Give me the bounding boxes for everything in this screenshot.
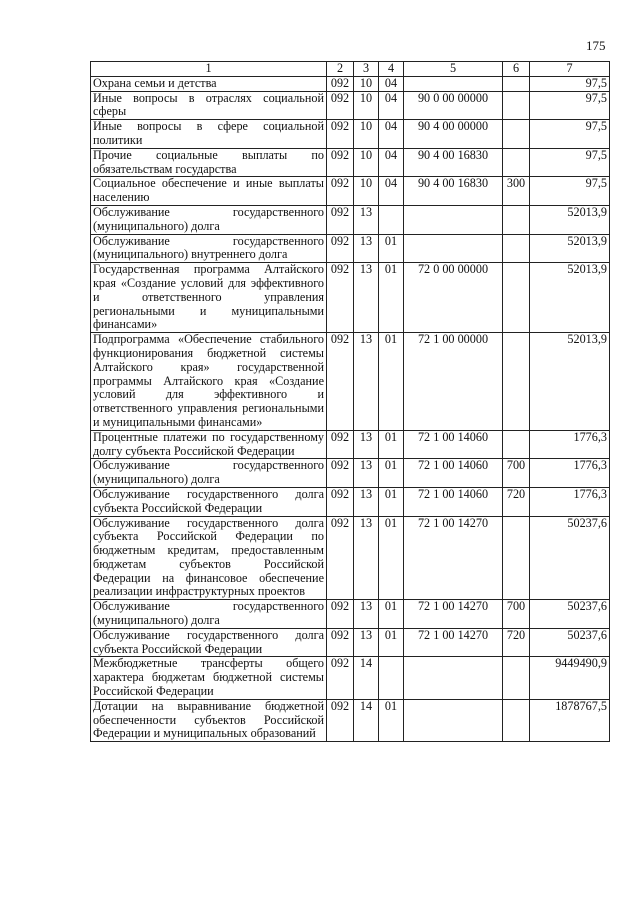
row-amount-cell: 97,5: [530, 91, 610, 120]
row-subsection-cell: 01: [379, 333, 404, 431]
row-admin-code-cell: 092: [327, 120, 354, 149]
row-expense-type-cell: [503, 657, 530, 699]
table-header-row: [91, 62, 610, 77]
row-target-article-cell: [404, 205, 503, 234]
table-row: [91, 148, 610, 177]
table-row: [91, 333, 610, 431]
row-section-cell: 13: [354, 205, 379, 234]
row-expense-type-cell: 720: [503, 628, 530, 657]
row-name-cell: Обслуживание государственного (муниципального) долга: [91, 205, 327, 234]
row-section-cell: 13: [354, 459, 379, 488]
row-section-cell: 13: [354, 628, 379, 657]
row-section-cell: 13: [354, 487, 379, 516]
row-target-article-cell: 72 0 00 00000: [404, 263, 503, 333]
column-header-3: 3: [354, 62, 379, 77]
row-expense-type-cell: [503, 120, 530, 149]
row-expense-type-cell: 300: [503, 177, 530, 206]
row-expense-type-cell: [503, 430, 530, 459]
row-amount-cell: 52013,9: [530, 333, 610, 431]
row-amount-cell: 97,5: [530, 120, 610, 149]
row-admin-code-cell: 092: [327, 234, 354, 263]
row-expense-type-cell: [503, 91, 530, 120]
row-target-article-cell: [404, 234, 503, 263]
row-admin-code-cell: 092: [327, 487, 354, 516]
row-target-article-cell: 90 4 00 16830: [404, 148, 503, 177]
row-target-article-cell: 72 1 00 14060: [404, 487, 503, 516]
row-amount-cell: 97,5: [530, 177, 610, 206]
column-header-7: 7: [530, 62, 610, 77]
row-name-cell: Межбюджетные трансферты общего характера бюджетам бюджетной системы Российской Федерации: [91, 657, 327, 699]
row-amount-cell: 97,5: [530, 148, 610, 177]
table-row: [91, 234, 610, 263]
row-expense-type-cell: [503, 205, 530, 234]
column-header-6: 6: [503, 62, 530, 77]
row-subsection-cell: 01: [379, 234, 404, 263]
row-expense-type-cell: [503, 699, 530, 741]
row-subsection-cell: 01: [379, 516, 404, 600]
page-number: 175: [586, 38, 606, 53]
row-section-cell: 10: [354, 120, 379, 149]
row-amount-cell: 1776,3: [530, 430, 610, 459]
row-admin-code-cell: 092: [327, 459, 354, 488]
row-subsection-cell: 01: [379, 699, 404, 741]
row-section-cell: 13: [354, 234, 379, 263]
row-name-cell: Процентные платежи по государственному долгу субъекта Российской Федерации: [91, 430, 327, 459]
row-section-cell: 14: [354, 657, 379, 699]
row-expense-type-cell: [503, 234, 530, 263]
table-row: [91, 516, 610, 600]
row-admin-code-cell: 092: [327, 430, 354, 459]
row-section-cell: 13: [354, 430, 379, 459]
row-subsection-cell: 04: [379, 177, 404, 206]
row-section-cell: 13: [354, 516, 379, 600]
table-row: [91, 430, 610, 459]
row-name-cell: Обслуживание государственного (муниципального) долга: [91, 600, 327, 629]
row-amount-cell: 52013,9: [530, 205, 610, 234]
table-row: [91, 487, 610, 516]
row-name-cell: Подпрограмма «Обеспечение стабильного функционирования бюджетной системы Алтайского края» государственной программы Алтайского края «Создание условий для эффективного и ответственного управления региональными и муниципальными финансами»: [91, 333, 327, 431]
column-header-1: 1: [91, 62, 327, 77]
row-name-cell: Государственная программа Алтайского края «Создание условий для эффективного и ответственного управления региональными и муниципальными финансами»: [91, 263, 327, 333]
table-row: [91, 120, 610, 149]
row-admin-code-cell: 092: [327, 76, 354, 91]
row-subsection-cell: 04: [379, 120, 404, 149]
row-target-article-cell: 72 1 00 00000: [404, 333, 503, 431]
table-body: [91, 76, 610, 741]
row-expense-type-cell: 720: [503, 487, 530, 516]
row-target-article-cell: [404, 699, 503, 741]
row-admin-code-cell: 092: [327, 148, 354, 177]
row-name-cell: Дотации на выравнивание бюджетной обеспеченности субъектов Российской Федерации и муниципальных образований: [91, 699, 327, 741]
row-name-cell: Обслуживание государственного долга субъекта Российской Федерации: [91, 487, 327, 516]
row-admin-code-cell: 092: [327, 516, 354, 600]
row-section-cell: 10: [354, 91, 379, 120]
row-subsection-cell: [379, 205, 404, 234]
row-name-cell: Обслуживание государственного (муниципального) долга: [91, 459, 327, 488]
row-expense-type-cell: 700: [503, 459, 530, 488]
row-target-article-cell: 72 1 00 14060: [404, 430, 503, 459]
row-subsection-cell: 01: [379, 628, 404, 657]
row-name-cell: Охрана семьи и детства: [91, 76, 327, 91]
row-subsection-cell: 04: [379, 148, 404, 177]
row-admin-code-cell: 092: [327, 263, 354, 333]
table-row: [91, 177, 610, 206]
row-subsection-cell: 01: [379, 430, 404, 459]
table-row: [91, 91, 610, 120]
row-amount-cell: 9449490,9: [530, 657, 610, 699]
row-subsection-cell: [379, 657, 404, 699]
row-subsection-cell: 04: [379, 76, 404, 91]
row-target-article-cell: 90 0 00 00000: [404, 91, 503, 120]
row-target-article-cell: [404, 657, 503, 699]
row-expense-type-cell: [503, 333, 530, 431]
row-name-cell: Обслуживание государственного долга субъекта Российской Федерации: [91, 628, 327, 657]
row-subsection-cell: 01: [379, 600, 404, 629]
row-admin-code-cell: 092: [327, 205, 354, 234]
row-name-cell: Обслуживание государственного долга субъекта Российской Федерации по бюджетным кредитам, предоставленным бюджетам субъектов Российской Федерации на финансовое обеспечение реализации инфраструктурных проектов: [91, 516, 327, 600]
row-expense-type-cell: 700: [503, 600, 530, 629]
row-expense-type-cell: [503, 148, 530, 177]
table-row: [91, 76, 610, 91]
row-name-cell: Обслуживание государственного (муниципального) внутреннего долга: [91, 234, 327, 263]
row-expense-type-cell: [503, 76, 530, 91]
row-amount-cell: 50237,6: [530, 516, 610, 600]
row-section-cell: 10: [354, 177, 379, 206]
table-row: [91, 657, 610, 699]
row-amount-cell: 50237,6: [530, 600, 610, 629]
row-section-cell: 13: [354, 333, 379, 431]
column-header-4: 4: [379, 62, 404, 77]
row-section-cell: 10: [354, 76, 379, 91]
row-admin-code-cell: 092: [327, 657, 354, 699]
row-expense-type-cell: [503, 263, 530, 333]
row-target-article-cell: 72 1 00 14270: [404, 516, 503, 600]
row-target-article-cell: [404, 76, 503, 91]
row-amount-cell: 1776,3: [530, 487, 610, 516]
row-name-cell: Социальное обеспечение и иные выплаты населению: [91, 177, 327, 206]
table-row: [91, 628, 610, 657]
row-amount-cell: 1776,3: [530, 459, 610, 488]
row-admin-code-cell: 092: [327, 600, 354, 629]
row-amount-cell: 1878767,5: [530, 699, 610, 741]
table-row: [91, 600, 610, 629]
row-subsection-cell: 01: [379, 459, 404, 488]
row-target-article-cell: 90 4 00 16830: [404, 177, 503, 206]
column-header-5: 5: [404, 62, 503, 77]
row-target-article-cell: 72 1 00 14270: [404, 600, 503, 629]
table-row: [91, 205, 610, 234]
row-expense-type-cell: [503, 516, 530, 600]
row-section-cell: 13: [354, 263, 379, 333]
column-header-2: 2: [327, 62, 354, 77]
row-amount-cell: 52013,9: [530, 234, 610, 263]
budget-table: [90, 61, 610, 742]
row-subsection-cell: 01: [379, 263, 404, 333]
row-admin-code-cell: 092: [327, 333, 354, 431]
row-admin-code-cell: 092: [327, 91, 354, 120]
row-amount-cell: 97,5: [530, 76, 610, 91]
table-row: [91, 263, 610, 333]
row-section-cell: 10: [354, 148, 379, 177]
row-admin-code-cell: 092: [327, 628, 354, 657]
row-subsection-cell: 04: [379, 91, 404, 120]
row-target-article-cell: 72 1 00 14060: [404, 459, 503, 488]
row-section-cell: 14: [354, 699, 379, 741]
row-admin-code-cell: 092: [327, 699, 354, 741]
row-amount-cell: 52013,9: [530, 263, 610, 333]
row-admin-code-cell: 092: [327, 177, 354, 206]
row-section-cell: 13: [354, 600, 379, 629]
row-name-cell: Прочие социальные выплаты по обязательствам государства: [91, 148, 327, 177]
row-target-article-cell: 90 4 00 00000: [404, 120, 503, 149]
table-row: [91, 699, 610, 741]
row-amount-cell: 50237,6: [530, 628, 610, 657]
row-name-cell: Иные вопросы в сфере социальной политики: [91, 120, 327, 149]
row-subsection-cell: 01: [379, 487, 404, 516]
row-target-article-cell: 72 1 00 14270: [404, 628, 503, 657]
row-name-cell: Иные вопросы в отраслях социальной сферы: [91, 91, 327, 120]
table-row: [91, 459, 610, 488]
